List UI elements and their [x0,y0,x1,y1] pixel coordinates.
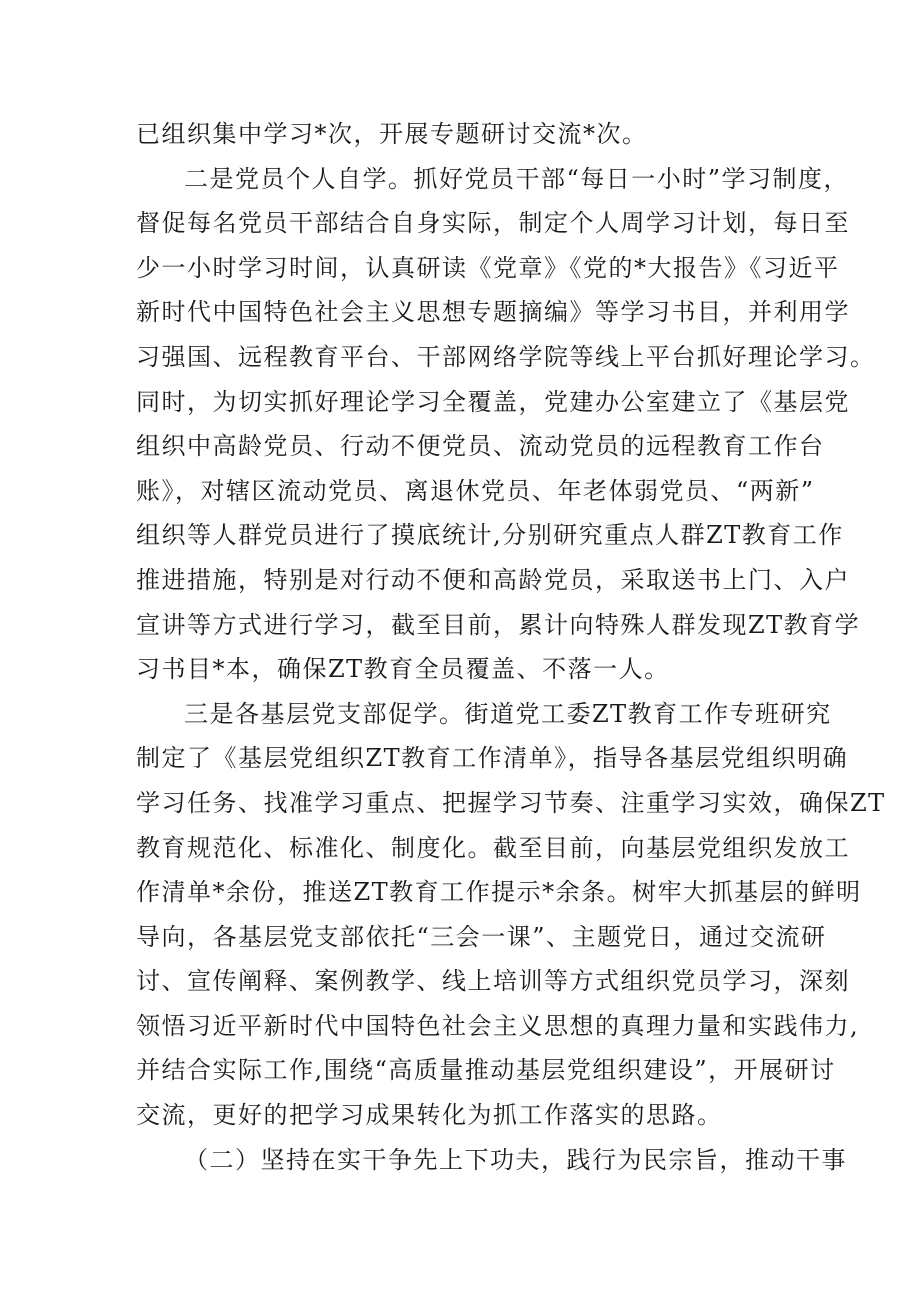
text-line: 组织中高龄党员、行动不便党员、流动党员的远程教育工作台 [136,432,825,461]
text-line: 推进措施，特别是对行动不便和高龄党员，采取送书上门、入户 [136,565,850,594]
text-line: 督促每名党员干部结合自身实际，制定个人周学习计划，每日至 [136,209,850,238]
text-line: 同时，为切实抓好理论学习全覆盖，党建办公室建立了《基层党 [136,387,850,416]
text-line: 导向，各基层党支部依托“三会一课”、主题党日，通过交流研 [136,922,827,951]
text-line: 交流，更好的把学习成果转化为抓工作落实的思路。 [136,1101,723,1130]
text-line: 并结合实际工作,围绕“高质量推动基层党组织建设”，开展研讨 [136,1056,836,1085]
text-line: 宣讲等方式进行学习，截至目前，累计向特殊人群发现ZT教育学 [136,610,861,639]
text-line: 组织等人群党员进行了摸底统计,分别研究重点人群ZT教育工作 [136,521,844,550]
text-line: 少一小时学习时间，认真研读《党章》《党的*大报告》《习近平 [136,253,840,282]
text-line: 讨、宣传阐释、案例教学、线上培训等方式组织党员学习，深刻 [136,967,850,996]
document-body [136,112,886,1182]
text-line: 领悟习近平新时代中国特色社会主义思想的真理力量和实践伟力, [136,1011,860,1040]
text-line: （二）坚持在实干争先上下功夫，践行为民宗旨，推动干事 [184,1145,847,1174]
text-line: 教育规范化、标准化、制度化。截至目前，向基层党组织发放工 [136,833,850,862]
text-line: 习书目*本，确保ZT教育全员覆盖、不落一人。 [136,655,670,684]
text-line: 三是各基层党支部促学。街道党工委ZT教育工作专班研究 [184,699,832,728]
text-line: 习强国、远程教育平台、干部网络学院等线上平台抓好理论学习。 [136,342,876,371]
text-line: 制定了《基层党组织ZT教育工作清单》，指导各基层党组织明确 [136,744,849,773]
text-line: 新时代中国特色社会主义思想专题摘编》等学习书目，并利用学 [136,298,850,327]
text-line: 学习任务、找准学习重点、把握学习节奏、注重学习实效，确保ZT [136,788,886,817]
text-line: 作清单*余份，推送ZT教育工作提示*余条。树牢大抓基层的鲜明 [136,878,862,907]
text-line: 账》，对辖区流动党员、离退休党员、年老体弱党员、“两新” [136,476,815,505]
text-line: 已组织集中学习*次，开展专题研讨交流*次。 [136,120,648,148]
text-line: 二是党员个人自学。抓好党员干部“每日一小时”学习制度， [184,164,850,193]
